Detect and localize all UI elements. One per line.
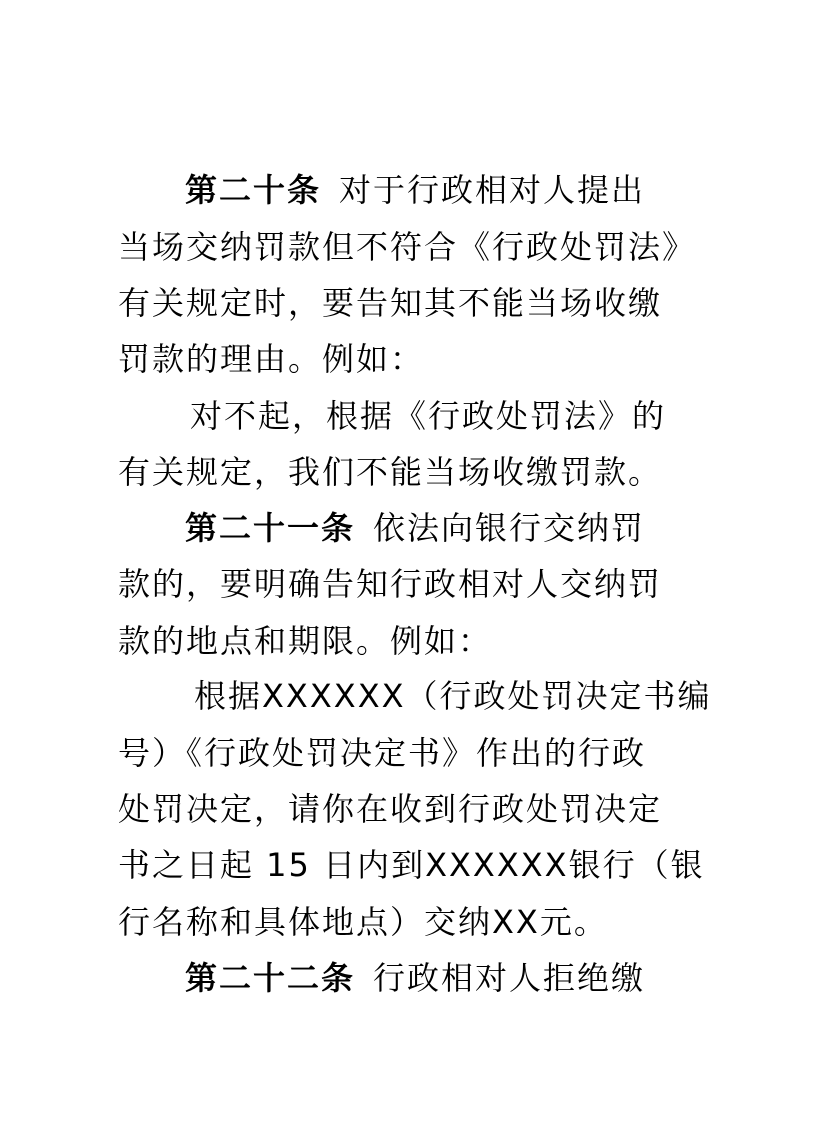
text-line [0,902,827,942]
text-line [0,733,827,773]
line-text: 号）《行政处罚决定书》作出的行政 [118,734,647,772]
line-text: 对不起，根据《行政处罚法》的 [190,397,667,435]
line-text: 根据XXXXXX（行政处罚决定书编 [194,677,712,715]
line-text: 行名称和具体地点）交纳XX元。 [118,903,608,941]
line-text: 有关规定时，要告知其不能当场收缴 [118,284,663,322]
line-text: 款的，要明确告知行政相对人交纳罚 [118,565,663,603]
text-line [0,789,827,829]
line-text: 款的地点和期限。例如： [118,622,493,660]
line-text: 罚款的理由。例如： [118,340,425,378]
line-text: 当场交纳罚款但不符合《行政处罚法》 [118,228,697,266]
line-text: 有关规定，我们不能当场收缴罚款。 [118,453,663,491]
line-text: 书之日起 15 日内到XXXXXX银行（银 [118,846,705,884]
text-line [0,452,827,492]
text-line [0,283,827,323]
text-line [0,621,827,661]
text-line [0,845,827,885]
line-text: 行政相对人拒绝缴 [373,959,646,997]
text-line [0,564,827,604]
article-heading: 第二十一条 [185,509,356,547]
text-line [0,227,827,267]
text-line [0,508,827,548]
article-heading: 第二十二条 [185,959,356,997]
line-text: 对于行政相对人提出 [339,171,646,209]
text-line [0,958,827,998]
text-line [0,396,827,436]
line-text: 依法向银行交纳罚 [373,509,646,547]
text-line [0,676,827,716]
article-heading: 第二十条 [185,171,322,209]
text-line [0,339,827,379]
text-line [0,170,827,210]
line-text: 处罚决定，请你在收到行政处罚决定 [118,790,663,828]
